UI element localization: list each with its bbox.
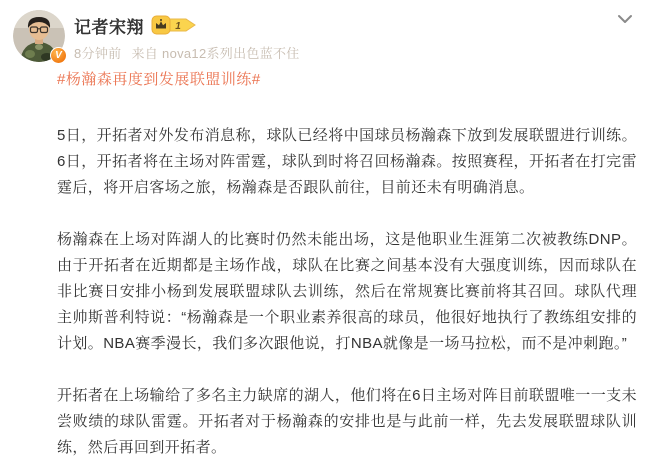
timestamp: 8分钟前 [74,46,122,61]
post-body [57,68,637,461]
username[interactable]: 记者宋翔 [74,17,144,37]
post-header [0,0,660,62]
post-paragraph: 杨瀚森在上场对阵湖人的比赛时仍然未能出场，这是他职业生涯第二次被教练DNP。由于开拓者在近期都是主场作战，球队在比赛之间基本没有大强度训练，因而球队在非比赛日安排小杨到发展联盟球队去训练，然后在常规赛比赛前将其召回。球队代理主帅斯普利特说：“杨瀚森是一个职业素养很高的球员，他很好地执行了教练组安排的计划。NBA赛季漫长，我们多次跟他说，打NBA就像是一场马拉松，而不是冲刺跑。” [57,231,637,352]
chevron-down-icon[interactable] [616,12,634,26]
post-meta [74,43,300,62]
hashtag-link[interactable]: #杨瀚森再度到发展联盟训练# [57,71,261,88]
vip-level-badge[interactable] [151,15,197,35]
verified-v-icon: V [50,47,67,64]
crown-icon [151,15,197,35]
svg-text:1: 1 [175,21,181,32]
source-prefix: 来自 [131,46,159,61]
post-paragraph: 5日，开拓者对外发布消息称，球队已经将中国球员杨瀚森下放到发展联盟进行训练。6日，开拓者将在主场对阵雷霆，球队到时将召回杨瀚森。按照赛程，开拓者在打完雷霆后，将开启客场之旅，杨瀚森是否跟队前往，目前还未有明确消息。 [57,127,637,196]
header-text [74,10,300,62]
source-link[interactable]: nova12系列出色蓝不住 [162,46,300,61]
post-paragraph: 开拓者在上场输给了多名主力缺席的湖人，他们将在6日主场对阵目前联盟唯一一支未尝败绩的球队雷霆。开拓者对于杨瀚森的安排也是与此前一样，先去发展联盟球队训练，然后再回到开拓者。 [57,387,637,456]
avatar[interactable] [13,10,65,62]
